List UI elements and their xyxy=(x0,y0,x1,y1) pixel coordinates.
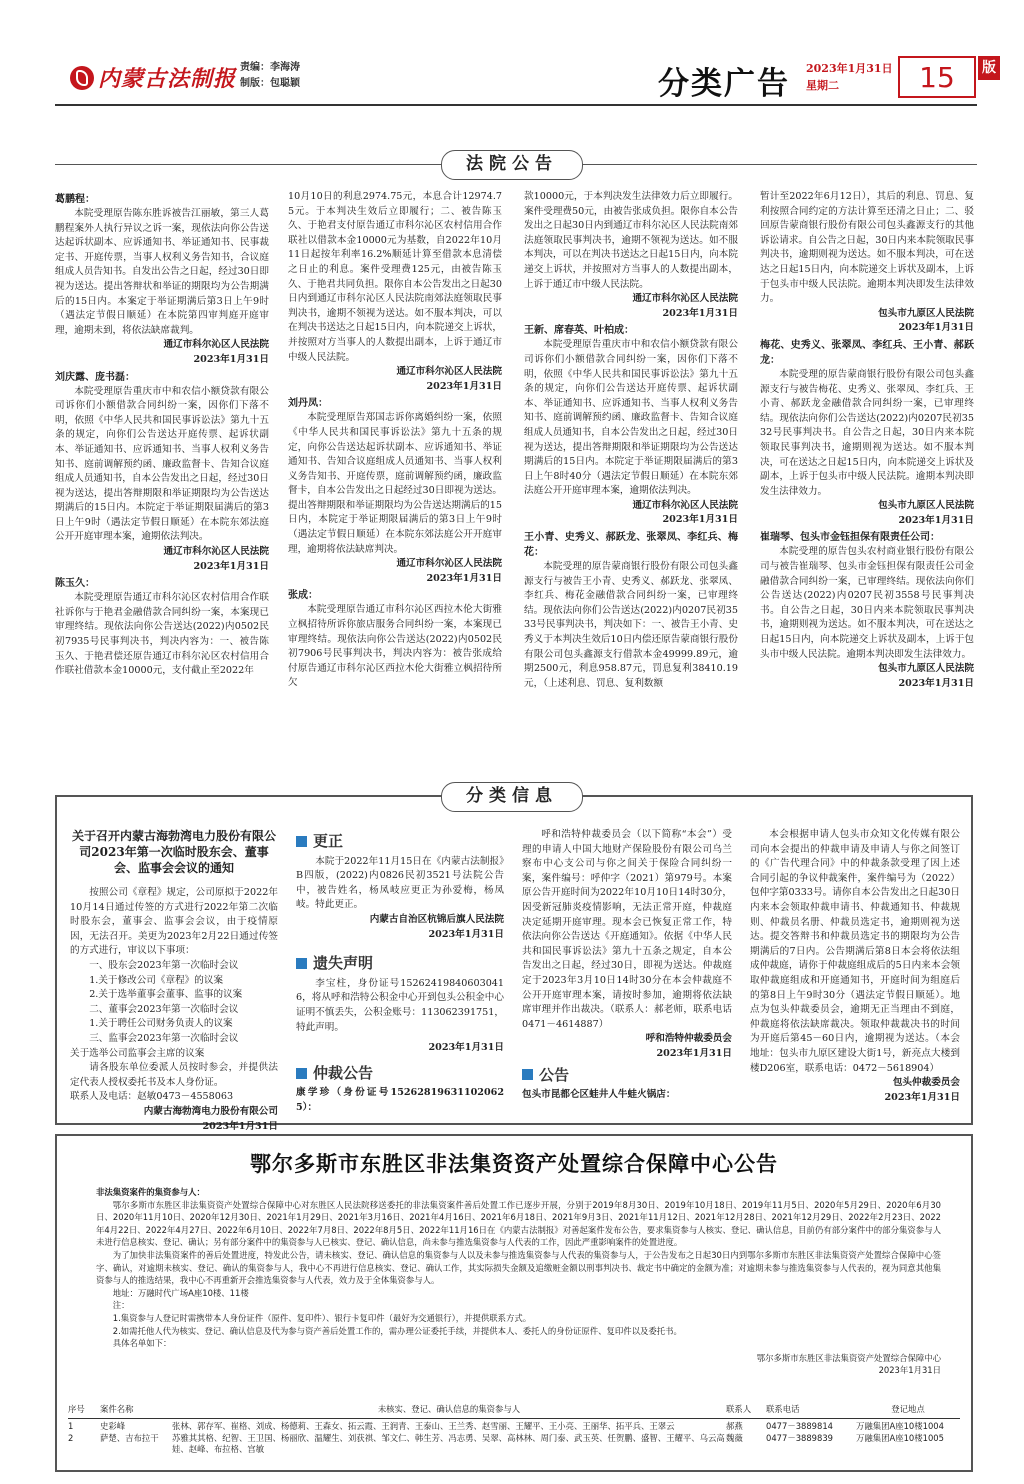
notice-date: 2023年1月31日 xyxy=(898,677,974,689)
col-header: 未核实、登记、确认信息的集资参与人 xyxy=(377,1404,521,1414)
cell-index: 1 xyxy=(68,1420,74,1431)
arb-title: 仲裁公告 xyxy=(313,1063,374,1082)
notice-body: 本院受理原告陈东胜诉被告江丽敏，第三人葛鹏程案外人执行异议之诉一案，现依法向你公告送达起诉状副本、应诉通知书、举证通知书、民事裁定书、开庭传票，当事人权利义务告知书，合议庭组成人员告知书。自发出公告之日起，经过30日即视为送达。提出答辩状和举证的期限均为公告期满后的15日内。本案定于举证期满后第3日上午9时（遇法定节假日顺延）在本院第四审判庭开庭审理，逾期未到，将依法缺席裁判。 xyxy=(55,208,269,336)
notice-date: 2023年1月31日 xyxy=(193,560,269,572)
table-header xyxy=(68,1404,960,1419)
issue-weekday: 星期二 xyxy=(806,79,839,92)
ordos-body xyxy=(96,1186,941,1377)
notice-body: 本院受理原告通辽市科尔沁区西拉木伦大街雅立枫招待所诉你旅店服务合同纠纷一案，本案现已审理终结。现依法向你公告送达(2022)内0502民初7906号民事判决书，判决内容为：被告张成给付原告通辽市科尔沁区西拉木伦大街雅立枫招待所欠 xyxy=(288,604,502,689)
correction-title: 更正 xyxy=(313,832,344,850)
meeting-date: 2023年1月31日 xyxy=(202,1120,278,1132)
ordos-paragraph: 为了加快非法集资案件的善后处置进度，特发此公告，请未核实、登记、确认信息的集资参与人以及未参与推选集资参与人代表的集资参与人，于公告发布之日起30日内到鄂尔多斯市东胜区非法集资资产处置综合保障中心签字、确认，对逾期未核实、登记、确认的集资参与人，我中心不再进行信息核实、登记、确认工作，其实际损失金额及追缴赃金额以刑事判决书、裁定书中确定的金额为准；对逾期未参与推选集资参与人代表的，视为同意其他集资参与人的推选结果，我中心不再重新开会推选集资参与人代表，效力及于全体集资参与人。 xyxy=(96,1249,941,1286)
ordos-note-label: 注： xyxy=(112,1300,130,1311)
notice-body: 本院受理原告重庆市中和农信小额贷款有限公司诉你们小额借款合同纠纷一案，因你们下落不明，依照《中华人民共和国民事诉讼法》第九十五条的规定，向你们公告送达开庭传票、起诉状副本、举证通知书、应诉通知书、当事人权利义务告知书、庭前调解预约函、廉政监督卡、告知合议庭组成人员通知书，自本公告发出之日起，经过30日视为送达，提出答辩期限和举证期限均为公告送达期满后的15日内。本院定于举证期限届满后的第3日上午8时40分（遇法定节假日顺延）在本院东郊法庭公开开庭审理本案，逾期依法判决。 xyxy=(524,339,738,497)
ordos-list-intro: 具体名单如下： xyxy=(112,1338,172,1349)
editor: 责编：李海涛 xyxy=(240,62,300,73)
lost-title: 遗失声明 xyxy=(313,954,374,973)
arb-date: 2023年1月31日 xyxy=(656,1047,732,1059)
info-title: 分类信息 xyxy=(441,782,583,812)
notice-body: 本院受理的原告蒙商银行股份有限公司包头鑫源支行与被告梅花、史秀义、张翠凤、李红兵、王小青、郝跃龙金融借款合同纠纷一案，已审理终结。现依法向你们公告送达(2022)内0207民初3532号民事判决书。自公告之日起，30日内来本院领取民事判决书，逾期则视为送达。如不服本判决，可在送达之日起15日内，向本院递交上诉状及副本，上诉于包头市中级人民法院。逾期本判决即发生法律效力。 xyxy=(760,368,974,497)
info-col-3 xyxy=(522,828,732,1103)
cell-contact: 郝燕 xyxy=(726,1420,743,1431)
info-col-1 xyxy=(70,828,278,1134)
notice-head: 梅花、史秀义、张翠凤、李红兵、王小青、郝跃龙： xyxy=(760,339,974,366)
court-col-2 xyxy=(288,190,502,691)
header-rule xyxy=(55,104,977,106)
notice-head: 刘庆露、庞书磊： xyxy=(55,371,135,383)
court-col-3 xyxy=(524,190,738,691)
notice-signer: 通辽市科尔沁区人民法院 xyxy=(396,366,502,378)
info-col-2 xyxy=(296,828,504,1116)
notice-head: 葛鹏程： xyxy=(55,194,95,205)
notice-body: 款10000元，于本判决发生法律效力后立即履行。案件受理费50元，由被告张成负担。限你自本公告发出之日起30日内到通辽市科尔沁区人民法院南郊法庭领取民事判决书，逾期不领视为送达。如不服本判决，可以在判决书送达之日起15日内，向本院递交上诉状，并按照对方当事人的人数提出副本，上诉于通辽市中级人民法院。 xyxy=(524,191,738,290)
arb2-date: 2023年1月31日 xyxy=(884,1091,960,1103)
notice-signer: 通辽市科尔沁区人民法院 xyxy=(163,546,269,558)
cell-index: 2 xyxy=(68,1432,74,1443)
cell-case: 史彩峰 xyxy=(100,1420,126,1431)
notice-body: 本院受理原告郑国志诉你离婚纠纷一案，依照《中华人民共和国民事诉讼法》第九十五条的规定，向你公告送达起诉状副本、应诉通知书、举证通知书、告知合议庭组成人员通知书、当事人权利义务告知书、开庭传票，庭前调解预约函，廉政监督卡，自本公告发出之日起经过30日即视为送达。提出答辩期限和举证期限均为公告送达期满后的15日内，本院定于举证期限届满后的第3日上午9时（遇法定节假日顺延）在本院东郊法庭公开开庭审理，逾期将依法缺席判决。 xyxy=(288,412,502,555)
meeting-line: 按照公司《章程》规定，公司原拟于2022年10月14日通过传签的方式进行2022年第二次临时股东会，董事会、监事会会议，由于疫情原因，无法召开。美更为2023年2月22日通过传签的方式进行，审议以下事项： xyxy=(70,887,278,957)
notice-body: 本院受理原告重庆市中和农信小额贷款有限公司诉你们小额借款合同纠纷一案，因你们下落不明，依照《中华人民共和国民事诉讼法》第九十五条的规定，向你们公告送达开庭传票、起诉状副本、举证通知书、应诉通知书、当事人权利义务告知书、庭前调解预约函、廉政监督卡、告知合议庭组成人员通知书，自本公告发出之日起，经过30日视为送达，提出答辩期限和举证期限均为公告送达期满后的15日内。本院定于举证期限届满后的第3日上午9时（遇法定节假日顺延）在本院东郊法庭公开开庭审理本案，逾期依法判决。 xyxy=(55,385,269,543)
cell-location: 万融集团A座10楼1005 xyxy=(856,1432,944,1443)
notice-title: 公告 xyxy=(539,1065,570,1084)
notice-date: 2023年1月31日 xyxy=(662,307,738,319)
square-bullet-icon xyxy=(296,958,307,969)
info-col-4 xyxy=(750,828,960,1105)
lost-date: 2023年1月31日 xyxy=(428,1042,504,1054)
notice-signer: 包头市九原区人民法院 xyxy=(878,307,974,319)
notice-head: 崔瑞琴、包头市金钰担保有限责任公司： xyxy=(760,532,940,544)
notice-signer: 包头市九原区人民法院 xyxy=(878,500,974,512)
col-header: 案件名称 xyxy=(100,1404,134,1414)
court-col-4 xyxy=(760,190,974,691)
arb-body: 呼和浩特仲裁委员会（以下简称“本会”）受理的申请人中国大地财产保险股份有限公司乌兰察布中心支公司与你之间关于保险合同纠纷一案，案件编号：呼仲字（2021）第979号。本案原公告开庭时间为2022年10月10日14时30分，因受新冠肺炎疫情影响，无法正常开庭，仲裁庭决定延期开庭审理。现本会已恢复正常工作，特依法向你公告送达《开庭通知》。依据《中华人民共和国民事诉讼法》第九十五条之规定，自本公告发出之日起，经过30日，即视为送达。仲裁庭定于2023年3月10日14时30分在本会仲裁庭不公开开庭审理本案，请按时参加，逾期将依法缺席审理并作出裁决。（联系人：郝老师，联系电话0471－4614887） xyxy=(522,829,732,1030)
correction-date: 2023年1月31日 xyxy=(428,928,504,940)
meeting-line: 二、董事会2023年第一次临时会议 xyxy=(89,1003,239,1015)
notice-date: 2023年1月31日 xyxy=(426,380,502,392)
arb2-signer: 包头仲裁委员会 xyxy=(892,1077,960,1089)
notice-head: 陈玉久： xyxy=(55,578,95,590)
correction-body: 本院于2022年11月15日在《内蒙古法制报》B四版，(2022)内0826民初3521号法院公告中，被告姓名，杨凤岐应更正为孙爱梅，杨凤岐。特此更正。 xyxy=(296,855,504,911)
ordos-greeting: 非法集资案件的集资参与人： xyxy=(96,1187,205,1197)
page-number xyxy=(898,56,976,98)
table-row xyxy=(68,1433,960,1457)
notice-signer: 通辽市科尔沁区人民法院 xyxy=(632,499,738,511)
notice-signer: 包头市九原区人民法院 xyxy=(878,663,974,675)
section-title: 分类广告 xyxy=(658,66,790,102)
cell-location: 万融集团A座10楼1004 xyxy=(856,1420,944,1431)
date-box xyxy=(806,60,893,94)
ordos-date: 2023年1月31日 xyxy=(878,1365,941,1376)
col-header: 联系人 xyxy=(726,1404,752,1414)
ordos-table xyxy=(68,1404,960,1456)
lost-body: 李宝柱，身份证号152624198406030416，将从呼和浩特公积金中心开到包头公积金中心证明不慎丢失，公积金账号：113062391751，特此声明。 xyxy=(296,977,504,1033)
correction-heading xyxy=(296,834,504,849)
notice-addressee: 包头市昆都仑区蛙井人牛蛙火锅店： xyxy=(522,1089,676,1101)
notice-body: 本院受理原告通辽市科尔沁区农村信用合作联社诉你与于艳君金融借款合同纠纷一案，本案现已审理终结。现依法向你公告送达(2022)内0502民初7935号民事判决书，判决内容为：一、被告陈玉久、于艳君偿还原告通辽市科尔沁区农村信用合作联社借款本金10000元，支付截止至2022年 xyxy=(55,592,269,677)
ordos-signer: 鄂尔多斯市东胜区非法集资资产处置综合保障中心 xyxy=(756,1352,941,1363)
meeting-title: 关于召开内蒙古海勃湾电力股份有限公司2023年第一次临时股东会、董事会、监事会会议的通知 xyxy=(71,829,276,875)
notice-head: 王新、席春英、叶柏成： xyxy=(524,325,634,337)
ordos-note: 2.如需托他人代为核实、登记、确认信息及代为参与资产善后处置工作的，需办理公证委托手续，并提供本人、委托人的身份证原件、复印件以及委托书。 xyxy=(112,1325,682,1336)
square-bullet-icon xyxy=(296,1068,307,1079)
editor-info xyxy=(240,60,300,92)
lost-heading xyxy=(296,956,504,971)
cell-phone: 0477－3889839 xyxy=(766,1432,833,1443)
square-bullet-icon xyxy=(296,836,307,847)
arb2-body: 本会根据申请人包头市众知文化传媒有限公司向本会提出的仲裁申请及申请人与你之间签订的《广告代理合同》中的仲裁条款受理了因上述合同引起的争议仲裁案件，案件编号为（2022）包仲字第0333号。请你自本公告发出之日起30日内来本会领取仲裁申请书、仲裁通知书、仲裁规则、仲裁员名册、仲裁员选定书，逾期则视为送达。提交答辩书和仲裁员选定书的期限均为公告期满后的7日内。公告期满后第8日本会将依法组成仲裁庭，请你于仲裁庭组成后的5日内来本会领取仲裁庭组成和开庭通知书，开庭时间为组庭后的第8日上午9时30分（遇法定节假日顺延）。地点为包头仲裁委员会，逾期无正当理由不到庭，仲裁庭将依法缺席裁决。领取仲裁裁决书的时间为开庭后第45－60日内，逾期视为送达。（本会地址：包头市九原区建设大街1号，新亮点大楼到楼D206室，联系电话：0472－5618904） xyxy=(750,829,960,1074)
masthead xyxy=(70,56,1010,106)
page-label: 版 xyxy=(978,56,1000,80)
correction-signer: 内蒙古自治区杭锦后旗人民法院 xyxy=(369,913,504,925)
notice-body: 暂计至2022年6月12日），其后的利息、罚息、复利按照合同约定的方法计算至还清之日止；二、驳回原告蒙商银行股份有限公司包头鑫源支行的其他诉讼请求。自公告之日起，30日内来本院领取民事判决书，逾期则视为送达。如不服本判决，可在送达之日起15日内，向本院递交上诉状及副本，上诉于包头市中级人民法院。逾期本判决即发生法律效力。 xyxy=(760,191,974,305)
notice-date: 2023年1月31日 xyxy=(662,514,738,526)
meeting-line: 一、股东会2023年第一次临时会议 xyxy=(89,959,239,971)
square-bullet-icon xyxy=(522,1069,533,1080)
meeting-line: 1.关于修改公司《章程》的议案 xyxy=(89,974,224,986)
col-header: 登记地点 xyxy=(891,1404,925,1414)
meeting-signer: 内蒙古海勃湾电力股份有限公司 xyxy=(143,1105,278,1117)
notice-date: 2023年1月31日 xyxy=(193,353,269,365)
page-num: 15 xyxy=(919,60,955,94)
meeting-line: 关于选举公司监事会主席的议案 xyxy=(70,1047,205,1059)
arb-signer: 呼和浩特仲裁委员会 xyxy=(645,1033,732,1045)
notice-date: 2023年1月31日 xyxy=(426,572,502,584)
court-title: 法院公告 xyxy=(441,150,583,180)
notice-body: 本院受理的原告包头农村商业银行股份有限公司与被告崔瑞琴、包头市金钰担保有限责任公司金融借款合同纠纷一案，已审理终结。现依法向你们公告送达(2022)内0207民初3558号民事判决书。自公告之日起，30日内来本院领取民事判决书，逾期则视为送达。如不服本判决，可在送达之日起15日内，向本院递交上诉状及副本，上诉于包头市中级人民法院。逾期本判决即发生法律效力。 xyxy=(760,546,974,660)
court-banner xyxy=(0,150,1024,180)
notice-heading xyxy=(522,1065,732,1084)
notice-date: 2023年1月31日 xyxy=(898,514,974,526)
notice-signer: 通辽市科尔沁区人民法院 xyxy=(163,339,269,351)
ordos-note: 1.集资参与人登记时需携带本人身份证件（原件、复印件）、银行卡复印件（最好为交通银行），并提供联系方式。 xyxy=(112,1312,532,1323)
notice-head: 刘丹凤： xyxy=(288,398,328,410)
logo-emblem-icon xyxy=(70,66,94,90)
logo xyxy=(70,62,236,93)
arb-heading xyxy=(296,1063,504,1082)
court-col-1 xyxy=(55,190,269,679)
issue-date: 2023年1月31日 xyxy=(806,62,893,75)
ordos-title: 鄂尔多斯市东胜区非法集资资产处置综合保障中心公告 xyxy=(250,1151,778,1176)
notice-signer: 通辽市科尔沁区人民法院 xyxy=(632,293,738,305)
col-header: 序号 xyxy=(68,1404,85,1414)
meeting-line: 三、监事会2023年第一次临时会议 xyxy=(89,1032,239,1044)
cell-phone: 0477－3889814 xyxy=(766,1420,833,1431)
col-header: 联系电话 xyxy=(766,1404,800,1414)
notice-body: 10月10日的利息2974.75元，本息合计12974.75元。于本判决生效后立即履行；二、被告陈玉久、于艳君支付原告通辽市科尔沁区农村信用合作联社以借款本金10000元为基数，自2022年10月11日起按年利率16.2%顺延计算至借款本息清偿之日止的利息。案件受理费125元，由被告陈玉久、于艳君共同负担。限你自本公告发出之日起30日内到通辽市科尔沁区人民法院南郊法庭领取民事判决书，逾期不领视为送达。如不服本判决，可以在判决书送达之日起15日内，向本院递交上诉状，并按照对方当事人的人数提出副本，上诉于通辽市中级人民法院。 xyxy=(288,191,502,363)
notice-signer: 通辽市科尔沁区人民法院 xyxy=(396,558,502,570)
notice-date: 2023年1月31日 xyxy=(898,322,974,334)
notice-head: 王小青、史秀义、郝跃龙、张翠凤、李红兵、梅花： xyxy=(524,532,738,559)
logo-text: 内蒙古法制报 xyxy=(98,66,237,92)
cell-case: 萨楚、吉布拉干 xyxy=(100,1432,159,1443)
meeting-line: 2.关于选举董事会董事、监事的议案 xyxy=(89,989,243,1001)
notice-body: 本院受理的原告蒙商银行股份有限公司包头鑫源支行与被告王小青、史秀义、郝跃龙、张翠凤、李红兵、梅花金融借款合同纠纷一案，已审理终结。现依法向你们公告送达(2022)内0207民初3533号民事判决书，判决如下：一、被告王小青、史秀义于本判决生效后10日内偿还原告蒙商银行股份有限公司包头鑫源支行借款本金49999.89元，逾期2500元，利息958.87元，罚息复利38410.19元，（上述利息、罚息、复利数额 xyxy=(524,561,738,689)
meeting-line: 联系人及电话：赵敏0473－4558063 xyxy=(70,1091,234,1103)
maker: 制版：包聪颖 xyxy=(240,78,300,89)
notice-head: 张成： xyxy=(288,590,318,602)
ordos-paragraph: 鄂尔多斯市东胜区非法集资资产处置综合保障中心对东胜区人民法院移送委托的非法集资案件善后处置工作已逐步开展，分别于2019年8月30日、2019年10月18日、2019年11月5日、2020年5月29日、2020年6月30日、2020年11月10日、2020年12月30日、2021年1月29日、2021年3月16日、2021年4月16日、2021年6月18日、2021年9月3日、2021年11月12日、2021年12月28日、2021年12月29日、2022年2月23日、2022年4月22日、2022年4月27日、2022年6月10日、2022年7月8日、2022年8月5日、2022年11月16日在《内蒙古法制报》对善起案件发布公告，要求集资参与人核实、登记、确认信息，目前仍有部分案件中的部分集资参与人未进行信息核实、登记、确认；另有部分案件中的集资参与人已核实、登记、确认信息，尚未参与推选集资参与人代表的工作，因此严重影响案件的处置进度。 xyxy=(96,1199,941,1248)
meeting-line: 1.关于聘任公司财务负责人的议案 xyxy=(89,1018,233,1030)
ordos-address: 地址：万融时代广场A座10楼、11楼 xyxy=(112,1287,249,1298)
cell-contact: 魏薇 xyxy=(726,1432,743,1443)
arb-addressee: 康学珍（身份证号152628196311020625）： xyxy=(296,1087,504,1113)
cell-participants: 苏雅其其格、纪智、王卫国、杨丽欣、温耀生、刘获祺、邹文仁、韩生芳、冯志勇、吴翠、高林林、周门泰、武玉英、任贺鹏、盛智、王耀平、乌云高娃、赵峰、布拉格、宫敏 xyxy=(172,1432,725,1455)
table-row xyxy=(68,1419,960,1433)
meeting-line: 请各股东单位委派人员按时参会，并提供法定代表人授权委托书及本人身份证。 xyxy=(70,1062,278,1088)
cell-participants: 张林、郭存军、崔格、刘成、杨德莉、王森女、拓云霞、王润青、王泰山、王兰秀、赵雪丽、王耀平、王小亮、王丽华、拓平兵、王翠云 xyxy=(172,1420,675,1431)
